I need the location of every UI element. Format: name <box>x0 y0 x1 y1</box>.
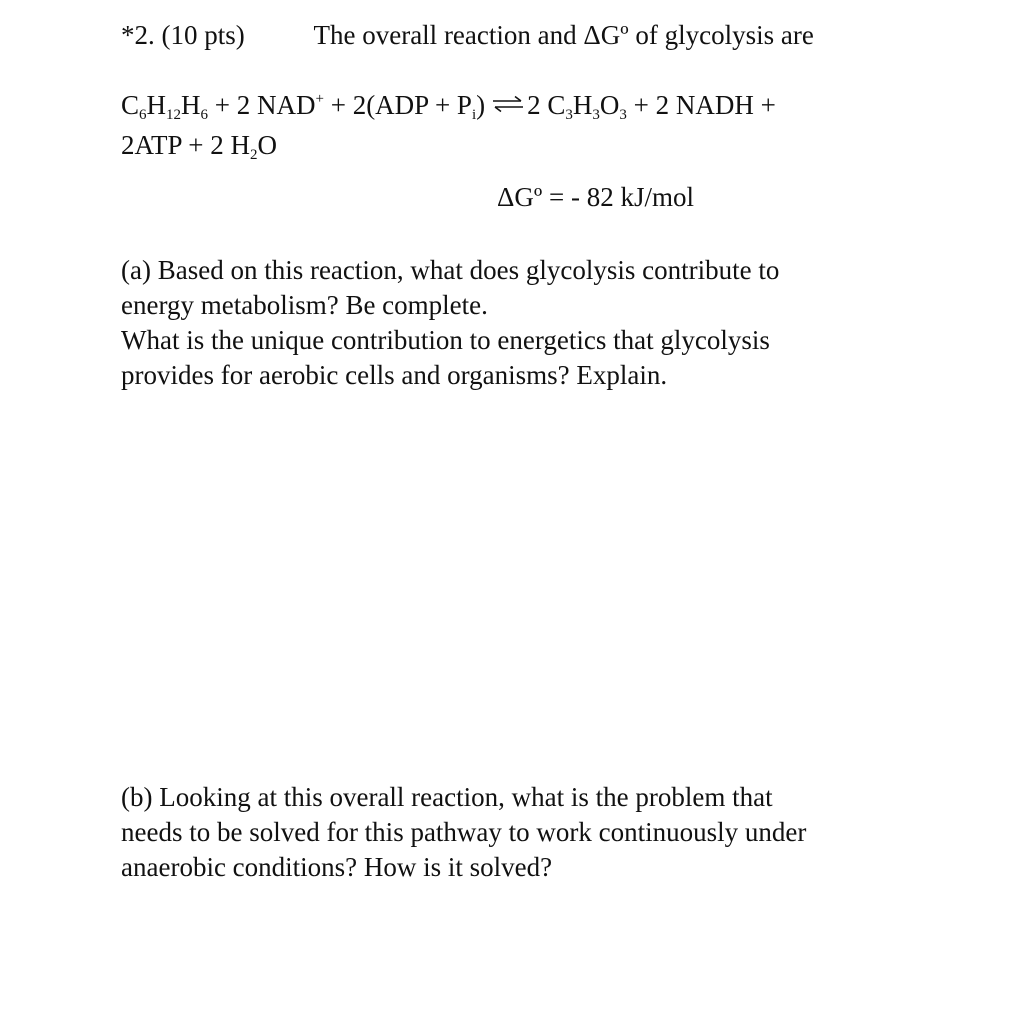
part-a-line: (a) Based on this reaction, what does glycolysis contribute to <box>121 255 780 285</box>
adp-term: + 2(ADP + P <box>323 90 472 120</box>
part-b-line: anaerobic conditions? How is it solved? <box>121 852 553 882</box>
glucose-formula: $C_6H_{12}H_6$ <box>121 90 209 123</box>
question-header <box>121 22 814 49</box>
part-b-line: needs to be solved for this pathway to work continuously under <box>121 817 807 847</box>
part-b-question <box>121 780 901 885</box>
equilibrium-arrow-icon <box>491 95 525 113</box>
question-number: *2. <box>121 20 155 50</box>
part-a-line: provides for aerobic cells and organisms? Explain. <box>121 360 668 390</box>
question-title: The overall reaction and ΔGº of glycolysis are <box>313 20 814 50</box>
part-a-question <box>121 253 901 393</box>
reaction-equation-line-2: 2ATP + 2 $H_2O$ <box>121 130 277 163</box>
water-subscript: 2 <box>250 147 258 163</box>
delta-g-value: ΔGº = - 82 kJ/mol <box>497 182 694 212</box>
reaction-equation-line-1: $C_6H_{12}H_6 + 2$ $NAD^+ + 2(ADP + P_i)$ 2 $C_3H_3O_3 + 2$ NADH + <box>121 90 776 123</box>
pi-subscript: i <box>471 107 477 123</box>
nad-term: + 2 NAD <box>208 90 316 120</box>
question-points: (10 pts) <box>161 20 245 50</box>
part-a-line: What is the unique contribution to energetics that glycolysis <box>121 325 770 355</box>
part-a-line: energy metabolism? Be complete. <box>121 290 488 320</box>
nadh-term: + 2 NADH + <box>626 90 776 120</box>
nad-charge: + <box>315 91 324 107</box>
pyruvate-formula: 2 $C_3H_3O_3$ <box>527 90 627 123</box>
part-b-line: (b) Looking at this overall reaction, what is the problem that <box>121 782 773 812</box>
